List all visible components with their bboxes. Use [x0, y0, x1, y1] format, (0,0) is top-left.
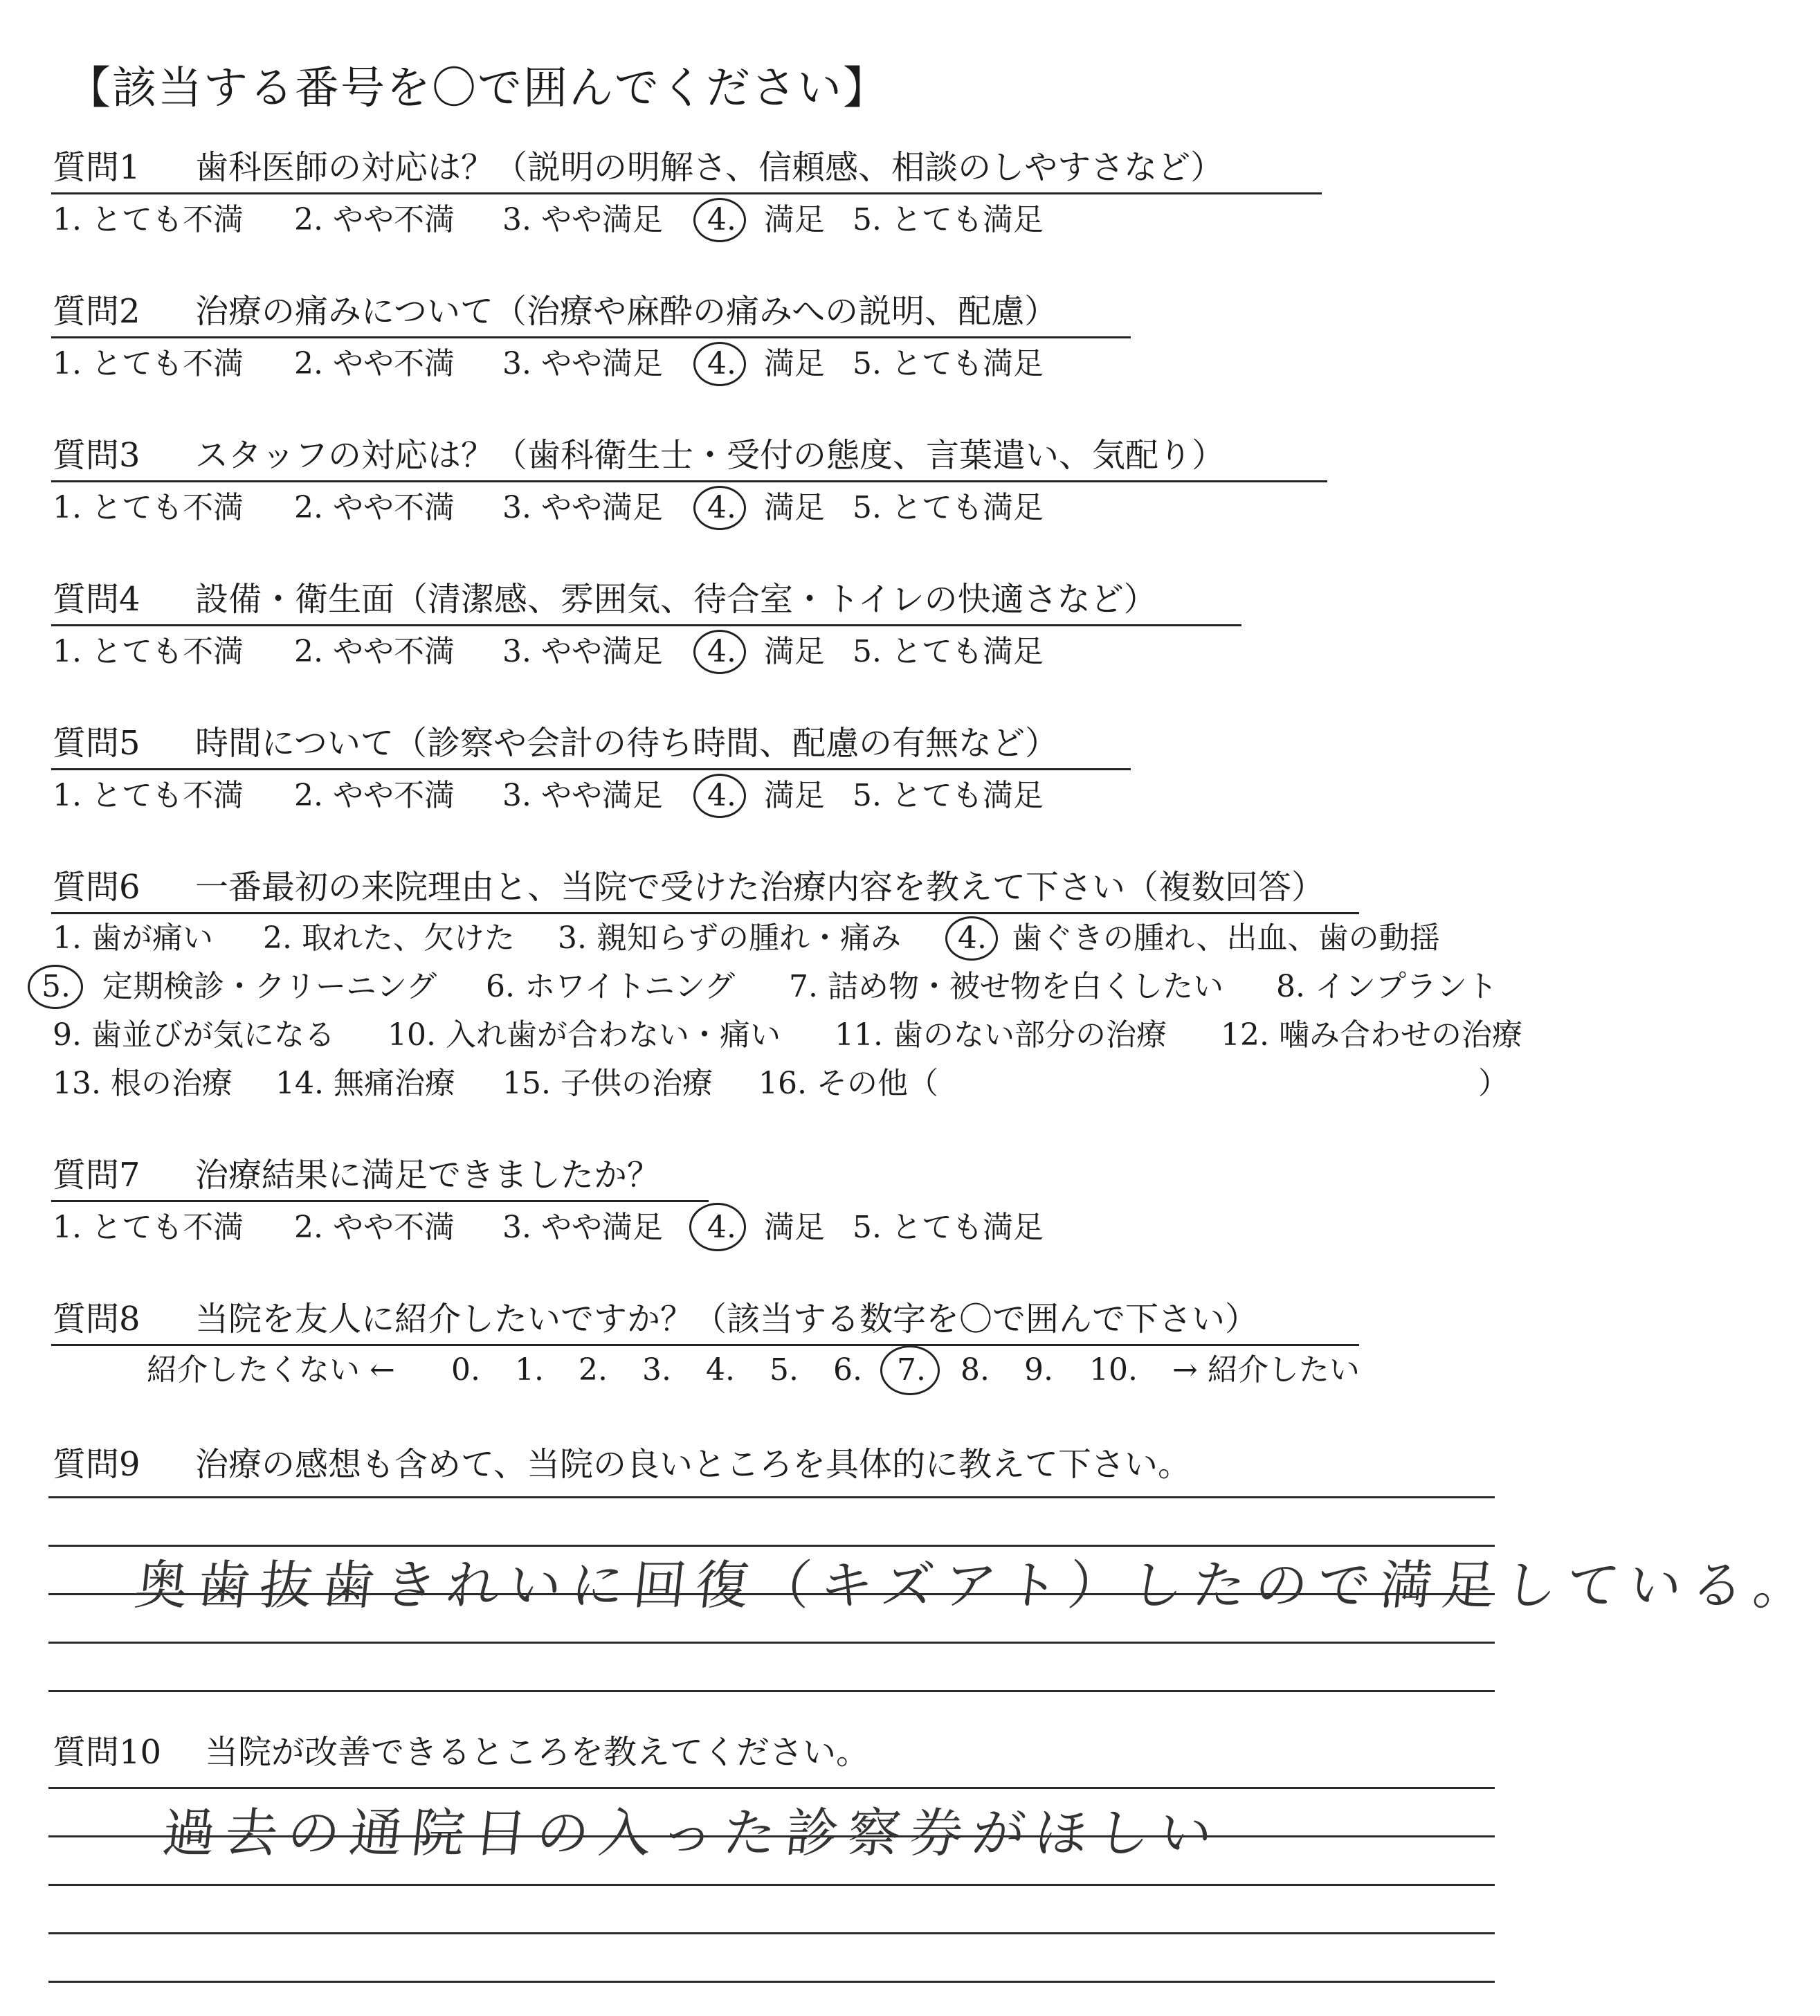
reason-option[interactable]: 4.: [958, 920, 987, 956]
question-text: 治療結果に満足できましたか？: [195, 1156, 661, 1195]
option-5[interactable]: 5. とても満足: [853, 634, 1044, 669]
scale-option-8[interactable]: 8.: [961, 1352, 990, 1388]
question-number: 質問1: [53, 148, 140, 187]
handwritten-answer: 過去の通院日の入った診察券がほしい: [159, 1802, 1226, 1864]
reason-option[interactable]: 10. 入れ歯が合わない・痛い: [388, 1017, 781, 1053]
reason-option[interactable]: 5.: [42, 969, 71, 1004]
question-underline: [51, 624, 1241, 626]
scale-left-label: 紹介したくない ←: [147, 1352, 395, 1388]
option-4-label: 満足: [764, 202, 825, 237]
question-number: 質問9: [53, 1445, 140, 1484]
option-5[interactable]: 5. とても満足: [853, 202, 1044, 237]
question-number: 質問6: [53, 868, 140, 907]
option-5[interactable]: 5. とても満足: [853, 346, 1044, 381]
option-4[interactable]: 4.: [707, 490, 736, 525]
option-4-label: 満足: [764, 634, 825, 669]
question-5-title: [53, 721, 1058, 765]
question-text: 設備・衛生面（清潔感、雰囲気、待合室・トイレの快適さなど）: [195, 580, 1157, 619]
reason-option[interactable]: 12. 噛み合わせの治療: [1221, 1017, 1522, 1053]
reason-option[interactable]: 8. インプラント: [1276, 969, 1498, 1004]
answer-line: [48, 1642, 1495, 1644]
scale-option-4[interactable]: 4.: [706, 1352, 735, 1388]
option-1[interactable]: 1. とても不満: [53, 202, 244, 237]
selected-answer-circle: [693, 630, 746, 674]
reason-option-label: 定期検診・クリーニング: [102, 969, 437, 1004]
question-6-title: [53, 865, 1325, 909]
question-number: 質問3: [53, 436, 140, 475]
reason-option[interactable]: 11. 歯のない部分の治療: [835, 1017, 1167, 1053]
option-1[interactable]: 1. とても不満: [53, 778, 244, 813]
option-3[interactable]: 3. やや満足: [502, 634, 663, 669]
option-3[interactable]: 3. やや満足: [502, 202, 663, 237]
reason-option[interactable]: 7. 詰め物・被せ物を白くしたい: [789, 969, 1223, 1004]
option-1[interactable]: 1. とても不満: [53, 346, 244, 381]
reason-option[interactable]: 9. 歯並びが気になる: [53, 1017, 335, 1053]
scale-option-2[interactable]: 2.: [579, 1352, 608, 1388]
question-text: 治療の感想も含めて、当院の良いところを具体的に教えて下さい。: [195, 1445, 1192, 1484]
question-number: 質問5: [53, 724, 140, 763]
selected-answer-circle: [880, 1345, 940, 1395]
question-underline: [51, 480, 1327, 482]
question-underline: [51, 1200, 709, 1202]
option-5[interactable]: 5. とても満足: [853, 1210, 1044, 1245]
question-4-title: [53, 577, 1157, 621]
scale-right-label: → 紹介したい: [1172, 1352, 1360, 1388]
question-number: 質問4: [53, 580, 140, 619]
question-number: 質問8: [53, 1300, 140, 1338]
option-5[interactable]: 5. とても満足: [853, 778, 1044, 813]
question-text: 時間について（診察や会計の待ち時間、配慮の有無など）: [195, 724, 1059, 763]
instruction-heading: 【該当する番号を〇で囲んでください】: [66, 63, 889, 114]
option-2[interactable]: 2. やや不満: [294, 346, 455, 381]
question-text: 当院を友人に紹介したいですか？（該当する数字を〇で囲んで下さい）: [195, 1300, 1259, 1338]
question-number: 質問2: [53, 292, 140, 331]
option-4-label: 満足: [764, 1210, 825, 1245]
selected-answer-circle: [693, 198, 746, 242]
selected-answer-circle: [693, 774, 746, 818]
option-2[interactable]: 2. やや不満: [294, 778, 455, 813]
option-5[interactable]: 5. とても満足: [853, 490, 1044, 525]
option-1[interactable]: 1. とても不満: [53, 490, 244, 525]
option-4[interactable]: 4.: [707, 202, 736, 237]
handwritten-answer: 奥歯抜歯きれいに回復（キズアト）したので満足している。: [131, 1554, 1819, 1616]
other-close-paren: ）: [1478, 1066, 1509, 1101]
question-10-title: [53, 1730, 869, 1774]
answer-line: [48, 1496, 1495, 1498]
question-text: 当院が改善できるところを教えてください。: [205, 1733, 870, 1772]
question-text: 一番最初の来院理由と、当院で受けた治療内容を教えて下さい（複数回答）: [195, 868, 1325, 907]
option-1[interactable]: 1. とても不満: [53, 1210, 244, 1245]
reason-option-other[interactable]: 16. その他（: [758, 1066, 938, 1101]
question-9-title: [53, 1442, 1191, 1487]
reason-option[interactable]: 14. 無痛治療: [275, 1066, 455, 1101]
answer-line: [48, 1981, 1495, 1983]
question-underline: [51, 912, 1359, 914]
question-text: 治療の痛みについて（治療や麻酔の痛みへの説明、配慮）: [195, 292, 1058, 331]
option-4-label: 満足: [764, 346, 825, 381]
answer-line: [48, 1787, 1495, 1789]
scale-option-1[interactable]: 1.: [515, 1352, 544, 1388]
question-text: スタッフの対応は？（歯科衛生士・受付の態度、言葉遣い、気配り）: [195, 436, 1226, 475]
question-number: 質問10: [53, 1733, 162, 1772]
question-1-title: [53, 145, 1223, 190]
option-2[interactable]: 2. やや不満: [294, 634, 455, 669]
scale-option-3[interactable]: 3.: [642, 1352, 671, 1388]
scale-option-6[interactable]: 6.: [833, 1352, 862, 1388]
reason-option[interactable]: 2. 取れた、欠けた: [263, 920, 515, 956]
option-4[interactable]: 4.: [707, 1210, 736, 1245]
reason-option[interactable]: 1. 歯が痛い: [53, 920, 213, 956]
selected-answer-circle: [689, 1203, 746, 1251]
question-underline: [51, 336, 1131, 338]
reason-option[interactable]: 15. 子供の治療: [502, 1066, 713, 1101]
question-2-title: [53, 289, 1057, 334]
answer-line: [48, 1690, 1495, 1692]
option-2[interactable]: 2. やや不満: [294, 202, 455, 237]
option-2[interactable]: 2. やや不満: [294, 1210, 455, 1245]
option-3[interactable]: 3. やや満足: [502, 490, 663, 525]
selected-answer-circle: [28, 965, 83, 1009]
scale-option-0[interactable]: 0.: [451, 1352, 480, 1388]
answer-line: [48, 1884, 1495, 1886]
scale-option-5[interactable]: 5.: [770, 1352, 799, 1388]
question-underline: [51, 768, 1131, 770]
scale-option-9[interactable]: 9.: [1024, 1352, 1053, 1388]
answer-line: [48, 1932, 1495, 1934]
option-4[interactable]: 4.: [707, 346, 736, 381]
scale-option-10[interactable]: 10.: [1089, 1352, 1138, 1388]
reason-option[interactable]: 6. ホワイトニング: [486, 969, 736, 1004]
option-1[interactable]: 1. とても不満: [53, 634, 244, 669]
option-2[interactable]: 2. やや不満: [294, 490, 455, 525]
option-3[interactable]: 3. やや満足: [502, 778, 663, 813]
reason-option-label: 歯ぐきの腫れ、出血、歯の動揺: [1012, 920, 1440, 956]
question-text: 歯科医師の対応は？（説明の明解さ、信頼感、相談のしやすさなど）: [195, 148, 1224, 187]
option-3[interactable]: 3. やや満足: [502, 346, 663, 381]
question-3-title: [53, 433, 1225, 478]
question-underline: [51, 1344, 1359, 1346]
option-4[interactable]: 4.: [707, 778, 736, 813]
option-3[interactable]: 3. やや満足: [502, 1210, 663, 1245]
scale-option-7[interactable]: 7.: [897, 1352, 926, 1388]
option-4[interactable]: 4.: [707, 634, 736, 669]
question-7-title: [53, 1153, 660, 1197]
selected-answer-circle: [693, 342, 746, 386]
option-4-label: 満足: [764, 778, 825, 813]
selected-answer-circle: [693, 486, 746, 530]
reason-option[interactable]: 13. 根の治療: [53, 1066, 233, 1101]
reason-option[interactable]: 3. 親知らずの腫れ・痛み: [558, 920, 901, 956]
selected-answer-circle: [945, 916, 998, 961]
question-number: 質問7: [53, 1156, 140, 1195]
option-4-label: 満足: [764, 490, 825, 525]
question-underline: [51, 192, 1322, 194]
question-8-title: [53, 1297, 1258, 1341]
